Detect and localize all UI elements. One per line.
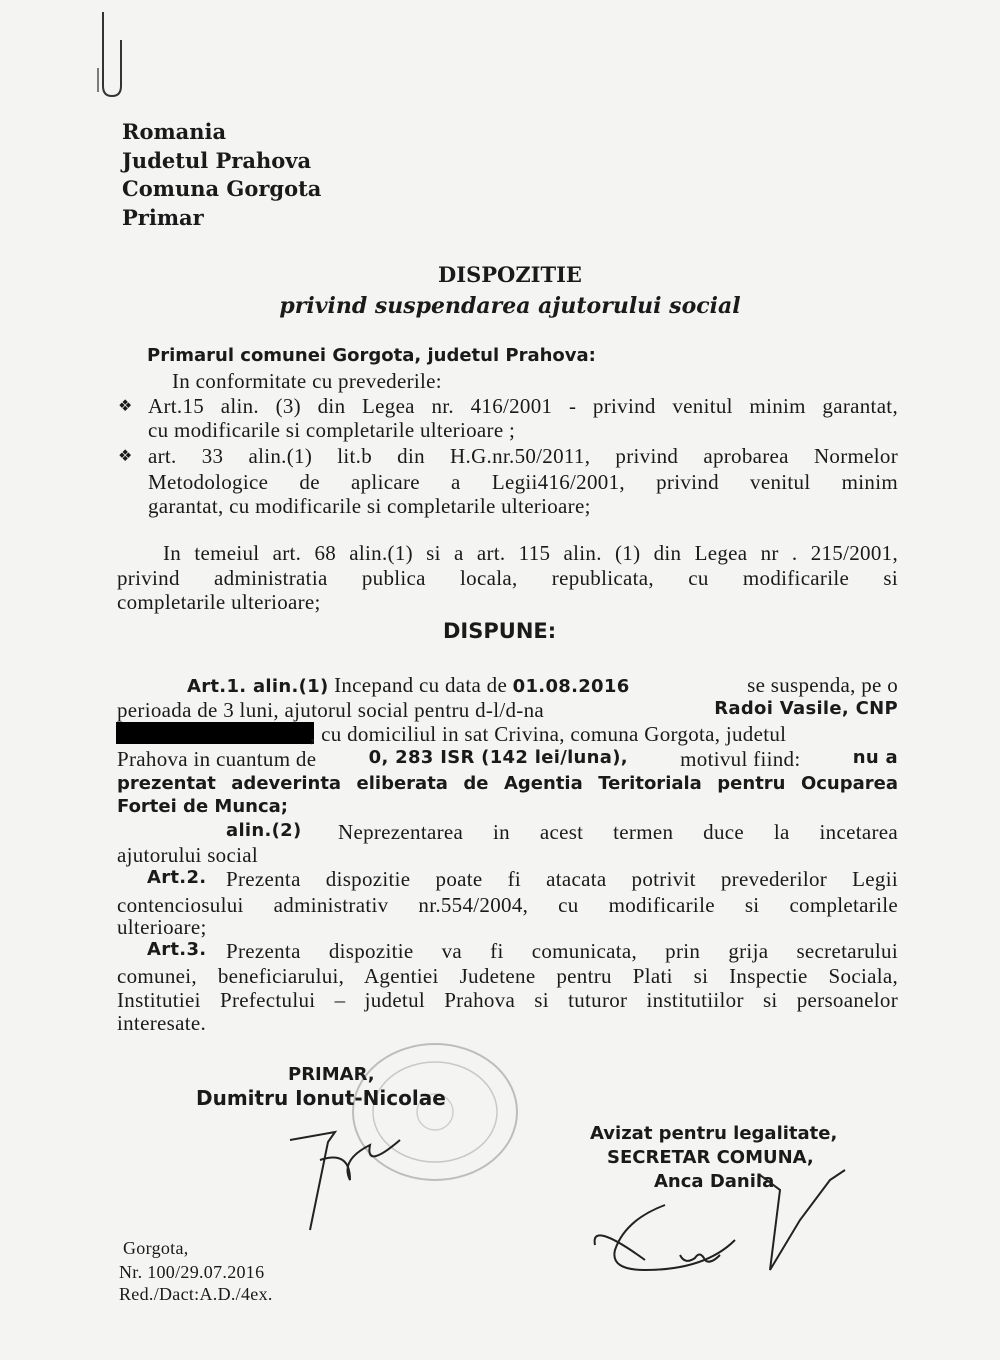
art1-text-b: se suspenda, pe o bbox=[747, 673, 898, 697]
mayor-signature-icon bbox=[280, 1120, 440, 1240]
bullet-1-line-1: Art.15 alin. (3) din Legea nr. 416/2001 - privind venitul minim garantat, bbox=[148, 394, 898, 418]
reason-start: nu a bbox=[852, 747, 898, 768]
art3-line-3: Institutiei Prefectului – judetul Prahova si tuturor institutiilor si persoanelor bbox=[117, 988, 898, 1012]
dispune-heading: DISPUNE: bbox=[443, 619, 557, 643]
alin2-text: Neprezentarea in acest termen duce la incetarea bbox=[338, 820, 898, 844]
temei-line-2: privind administratia publica locala, republicata, cu modificarile si bbox=[117, 566, 898, 590]
art1-line-1 bbox=[187, 673, 898, 698]
art1-line-3: , cu domiciliul in sat Crivina, comuna Gorgota, judetul bbox=[310, 722, 787, 746]
art3-line-4: interesate. bbox=[117, 1011, 207, 1035]
temei-line-3: completarile ulterioare; bbox=[117, 590, 321, 614]
header-office: Primar bbox=[122, 204, 204, 230]
footer-number: Nr. 100/29.07.2016 bbox=[119, 1262, 265, 1282]
art3-line-2: comunei, beneficiarului, Agentiei Judetene pentru Plati si Inspectie Sociala, bbox=[117, 964, 898, 988]
issuer-line: Primarul comunei Gorgota, judetul Prahova: bbox=[147, 345, 596, 366]
paper-clip-icon bbox=[95, 8, 135, 100]
document-header bbox=[122, 118, 321, 232]
page-subtitle: privind suspendarea ajutorului social bbox=[279, 293, 741, 319]
aid-amount: 0, 283 ISR (142 lei/luna), bbox=[368, 747, 628, 768]
art1-line2-text: perioada de 3 luni, ajutorul social pentru d-l/d-na bbox=[117, 698, 545, 722]
mayor-title: PRIMAR, bbox=[288, 1064, 375, 1085]
redacted-cnp bbox=[116, 722, 314, 744]
art2-line-2: contenciosului administrativ nr.554/2004, cu modificarile si completarile bbox=[117, 893, 898, 917]
footer-place: Gorgota, bbox=[123, 1238, 189, 1258]
bullet-2-line-1: art. 33 alin.(1) lit.b din H.G.nr.50/2011, privind aprobarea Normelor bbox=[148, 444, 898, 468]
secretary-name: Anca Danila bbox=[654, 1171, 775, 1192]
secretary-signature-icon bbox=[585, 1160, 875, 1300]
art1-line-4 bbox=[117, 747, 898, 772]
art3-label: Art.3. bbox=[147, 939, 207, 960]
art1-line-2 bbox=[117, 698, 898, 723]
beneficiary-name: Radoi Vasile, CNP bbox=[714, 698, 898, 719]
secretary-line-1: Avizat pentru legalitate, bbox=[590, 1123, 838, 1144]
reason-line-3: Fortei de Munca; bbox=[117, 796, 288, 817]
art1-line4-text: Prahova in cuantum de bbox=[117, 747, 317, 771]
bullet-icon: ❖ bbox=[118, 396, 133, 415]
art1-label: Art.1. alin.(1) bbox=[187, 676, 329, 697]
art2-label: Art.2. bbox=[147, 867, 207, 888]
alin2-line-1 bbox=[226, 820, 898, 845]
bullet-icon: ❖ bbox=[118, 446, 133, 465]
secretary-line-2: SECRETAR COMUNA, bbox=[607, 1147, 814, 1168]
art1-line4-b: motivul fiind: bbox=[680, 747, 801, 771]
footer-redactor: Red./Dact:A.D./4ex. bbox=[119, 1284, 273, 1304]
art1-text: Incepand cu data de bbox=[334, 673, 508, 697]
bullet-2-line-2: Metodologice de aplicare a Legii416/2001, privind venitul minim bbox=[148, 470, 898, 494]
temei-line-1: In temeiul art. 68 alin.(1) si a art. 115 alin. (1) din Legea nr . 215/2001, bbox=[163, 541, 898, 565]
art2-line-1 bbox=[147, 867, 898, 892]
reason-line-2: prezentat adeverinta eliberata de Agentia Teritoriala pentru Ocuparea bbox=[117, 773, 898, 794]
header-commune: Comuna Gorgota bbox=[122, 176, 322, 201]
alin2-line-2: ajutorului social bbox=[117, 843, 258, 867]
bullet-1-line-2: cu modificarile si completarile ulterioare ; bbox=[148, 418, 516, 442]
art3-line-1 bbox=[147, 939, 898, 964]
page-title: DISPOZITIE bbox=[438, 262, 582, 287]
mayor-name: Dumitru Ionut-Nicolae bbox=[196, 1086, 446, 1110]
art1-date: 01.08.2016 bbox=[512, 676, 630, 697]
art2-line-3: ulterioare; bbox=[117, 915, 207, 939]
bullet-2-line-3: garantat, cu modificarile si completarile ulterioare; bbox=[148, 494, 591, 518]
header-county: Judetul Prahova bbox=[122, 147, 312, 173]
art3-text: Prezenta dispozitie va fi comunicata, prin grija secretarului bbox=[226, 939, 898, 963]
header-country: Romania bbox=[122, 119, 227, 144]
alin2-label: alin.(2) bbox=[226, 820, 302, 841]
art2-text: Prezenta dispozitie poate fi atacata potrivit prevederilor Legii bbox=[226, 867, 898, 891]
conformity-line: In conformitate cu prevederile: bbox=[172, 369, 442, 393]
